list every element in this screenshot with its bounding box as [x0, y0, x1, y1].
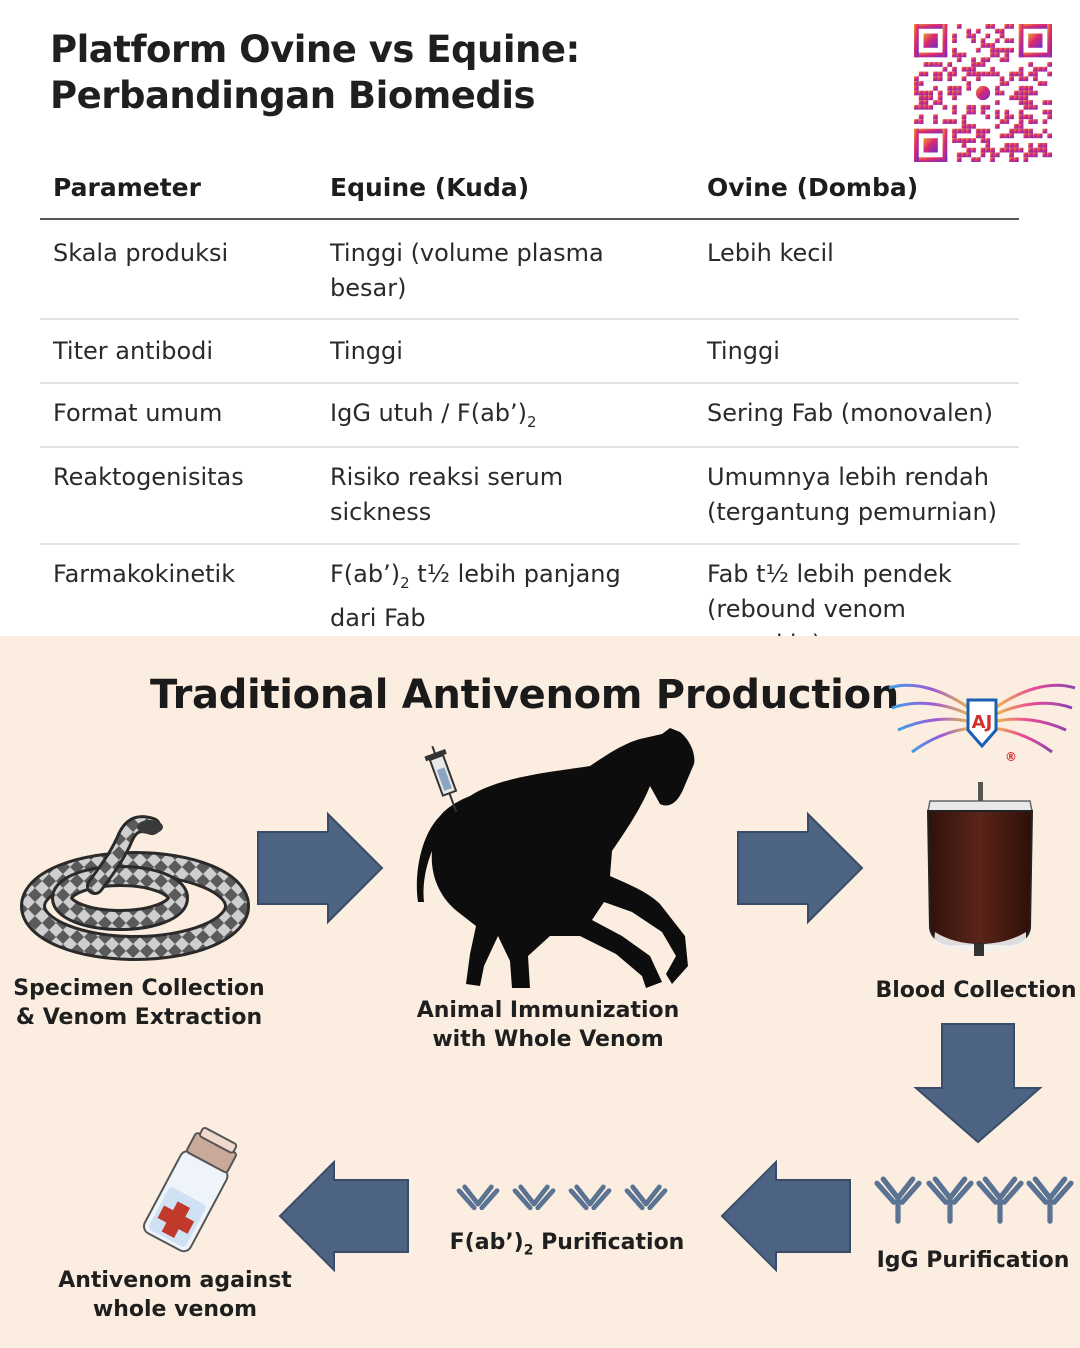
blood-bag-icon — [928, 782, 1032, 956]
step-immunization-line2: with Whole Venom — [432, 1027, 664, 1052]
row-equine-subscript: 2 — [527, 412, 537, 431]
diagram-title: Traditional Antivenom Production — [150, 672, 899, 718]
step-fab-text-rest: Purification — [533, 1230, 685, 1255]
step-antivenom-line2: whole venom — [92, 1297, 258, 1322]
arrow-horse-to-blood — [738, 814, 862, 922]
table-header-row — [40, 160, 1019, 220]
step-specimen-label — [8, 974, 270, 1032]
igg-antibody-2 — [929, 1179, 971, 1221]
row-param: Format umum — [53, 399, 223, 427]
arrow-fab-to-antivenom — [280, 1162, 408, 1270]
step-blood-label: Blood Collection — [875, 978, 1077, 1003]
row-equine — [330, 557, 650, 636]
igg-antibody-icons — [877, 1179, 1071, 1221]
winged-logo-icon — [884, 660, 1080, 770]
step-antivenom-line1: Antivenom against — [58, 1268, 292, 1293]
header-equine: Equine (Kuda) — [330, 173, 530, 202]
igg-antibody-4 — [1029, 1179, 1071, 1221]
igg-antibody-3 — [979, 1179, 1021, 1221]
arrow-snake-to-horse — [258, 814, 382, 922]
row-equine-text-rest: t½ lebih panjang dari Fab — [330, 560, 621, 632]
arrow-igg-to-fab — [722, 1162, 850, 1270]
row-ovine: Lebih kecil — [707, 239, 834, 267]
step-antivenom-label — [40, 1266, 310, 1324]
arrow-blood-to-igg — [916, 1024, 1040, 1142]
antivenom-vial-icon — [141, 1124, 243, 1254]
row-ovine: Fab t½ lebih pendek (rebound venom — [707, 560, 952, 623]
fab-fragment-4 — [627, 1187, 665, 1208]
diagram-section — [0, 636, 1080, 1348]
row-param: Titer antibodi — [53, 337, 214, 365]
step-immunization-line1: Animal Immunization — [416, 998, 680, 1023]
comparison-section — [0, 0, 1080, 636]
step-fab-text: F(ab’) — [449, 1230, 524, 1255]
row-ovine: Tinggi — [707, 337, 780, 365]
row-ovine: Sering Fab (monovalen) — [707, 399, 994, 427]
row-equine: Tinggi — [330, 337, 403, 365]
fab-fragment-1 — [459, 1187, 497, 1208]
igg-antibody-1 — [877, 1179, 919, 1221]
step-specimen-line1: Specimen Collection — [13, 976, 265, 1001]
table-row — [40, 448, 1019, 545]
row-equine-subscript: 2 — [400, 573, 410, 592]
table-row — [40, 384, 1019, 448]
row-equine — [330, 396, 700, 440]
comparison-table — [40, 160, 1019, 637]
table-row — [40, 220, 1019, 320]
table-row — [40, 320, 1019, 384]
logo-letters: AJ — [971, 712, 993, 733]
snake-icon — [33, 820, 237, 948]
qr-code-icon[interactable] — [914, 24, 1052, 162]
step-fab-label — [430, 1228, 704, 1265]
fab-fragment-3 — [571, 1187, 609, 1208]
table-row — [40, 545, 1019, 637]
table-title-line2: Perbandingan Biomedis — [50, 74, 536, 117]
registered-mark: ® — [1005, 750, 1017, 764]
row-ovine: Umumnya lebih rendah (tergantung pemurnian) — [707, 463, 998, 526]
row-equine-text: IgG utuh / F(ab’) — [330, 399, 528, 427]
row-param: Reaktogenisitas — [53, 463, 244, 491]
header-parameter: Parameter — [53, 173, 201, 202]
table-title-line1: Platform Ovine vs Equine: — [50, 28, 580, 71]
row-equine: Risiko reaksi serum sickness — [330, 463, 564, 526]
row-equine-text: F(ab’) — [330, 560, 401, 588]
step-specimen-line2: & Venom Extraction — [15, 1005, 263, 1030]
header-ovine: Ovine (Domba) — [707, 173, 919, 202]
fab-antibody-icons — [459, 1187, 665, 1208]
fab-fragment-2 — [515, 1187, 553, 1208]
row-param: Skala produksi — [53, 239, 229, 267]
horse-icon — [417, 728, 695, 988]
step-fab-subscript: 2 — [523, 1242, 534, 1259]
row-equine: Tinggi (volume plasma besar) — [330, 239, 604, 302]
step-igg-label: IgG Purification — [876, 1248, 1070, 1273]
step-immunization-label — [408, 996, 688, 1054]
row-param: Farmakokinetik — [53, 560, 236, 588]
